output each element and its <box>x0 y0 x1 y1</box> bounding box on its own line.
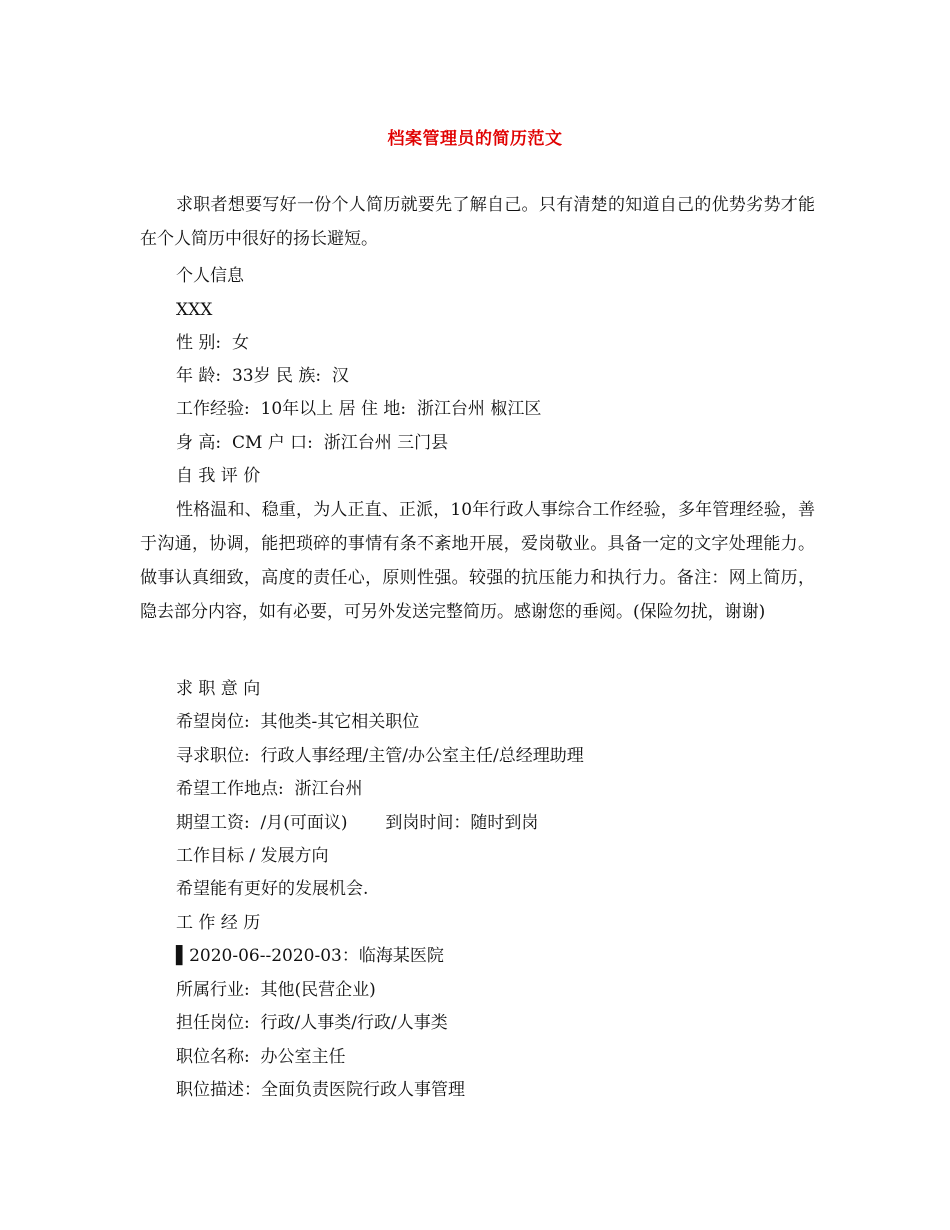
work-heading: 工 作 经 历 <box>176 913 261 933</box>
height-line: 身 高: CM 户 口: 浙江台州 三门县 <box>176 433 449 453</box>
goal-heading: 工作目标 / 发展方向 <box>176 846 329 866</box>
personal-info-heading: 个人信息 <box>176 266 244 286</box>
seeking-position-line: 寻求职位: 行政人事经理/主管/办公室主任/总经理助理 <box>176 746 584 766</box>
name-line: XXX <box>176 300 213 320</box>
work-period-line: ▌2020-06--2020-03：临海某医院 <box>176 946 444 966</box>
desired-position-line: 希望岗位: 其他类-其它相关职位 <box>176 712 420 732</box>
job-title-line: 职位名称: 办公室主任 <box>176 1047 346 1067</box>
post-line: 担任岗位: 行政/人事类/行政/人事类 <box>176 1013 448 1033</box>
intro-paragraph: 求职者想要写好一份个人简历就要先了解自己。只有清楚的知道自己的优势劣势才能在个人简历中很好的扬长避短。 <box>140 195 815 249</box>
intent-heading: 求 职 意 向 <box>176 679 261 699</box>
job-description-line: 职位描述：全面负责医院行政人事管理 <box>176 1080 465 1100</box>
salary-line: 期望工资: /月(可面议) 到岗时间：随时到岗 <box>176 813 539 833</box>
age-line: 年 龄: 33岁 民 族: 汉 <box>176 366 349 386</box>
self-eval-heading: 自 我 评 价 <box>176 466 261 486</box>
industry-line: 所属行业: 其他(民营企业) <box>176 980 376 1000</box>
self-eval-paragraph: 性格温和、稳重，为人正直、正派，10年行政人事综合工作经验，多年管理经验，善于沟通，协调，能把琐碎的事情有条不紊地开展，爱岗敬业。具备一定的文字处理能力。做事认真细致，高度的责任心，原则性强。较强的抗压能力和执行力。备注：网上简历，隐去部分内容，如有必要，可另外发送完整简历。感谢您的垂阅。(保险勿扰，谢谢) <box>140 500 815 622</box>
desired-location-line: 希望工作地点: 浙江台州 <box>176 779 363 799</box>
document-title: 档案管理员的简历范文 <box>387 129 563 149</box>
experience-line: 工作经验: 10年以上 居 住 地: 浙江台州 椒江区 <box>176 399 542 419</box>
goal-text: 希望能有更好的发展机会. <box>176 879 369 899</box>
gender-line: 性 别: 女 <box>176 333 249 353</box>
